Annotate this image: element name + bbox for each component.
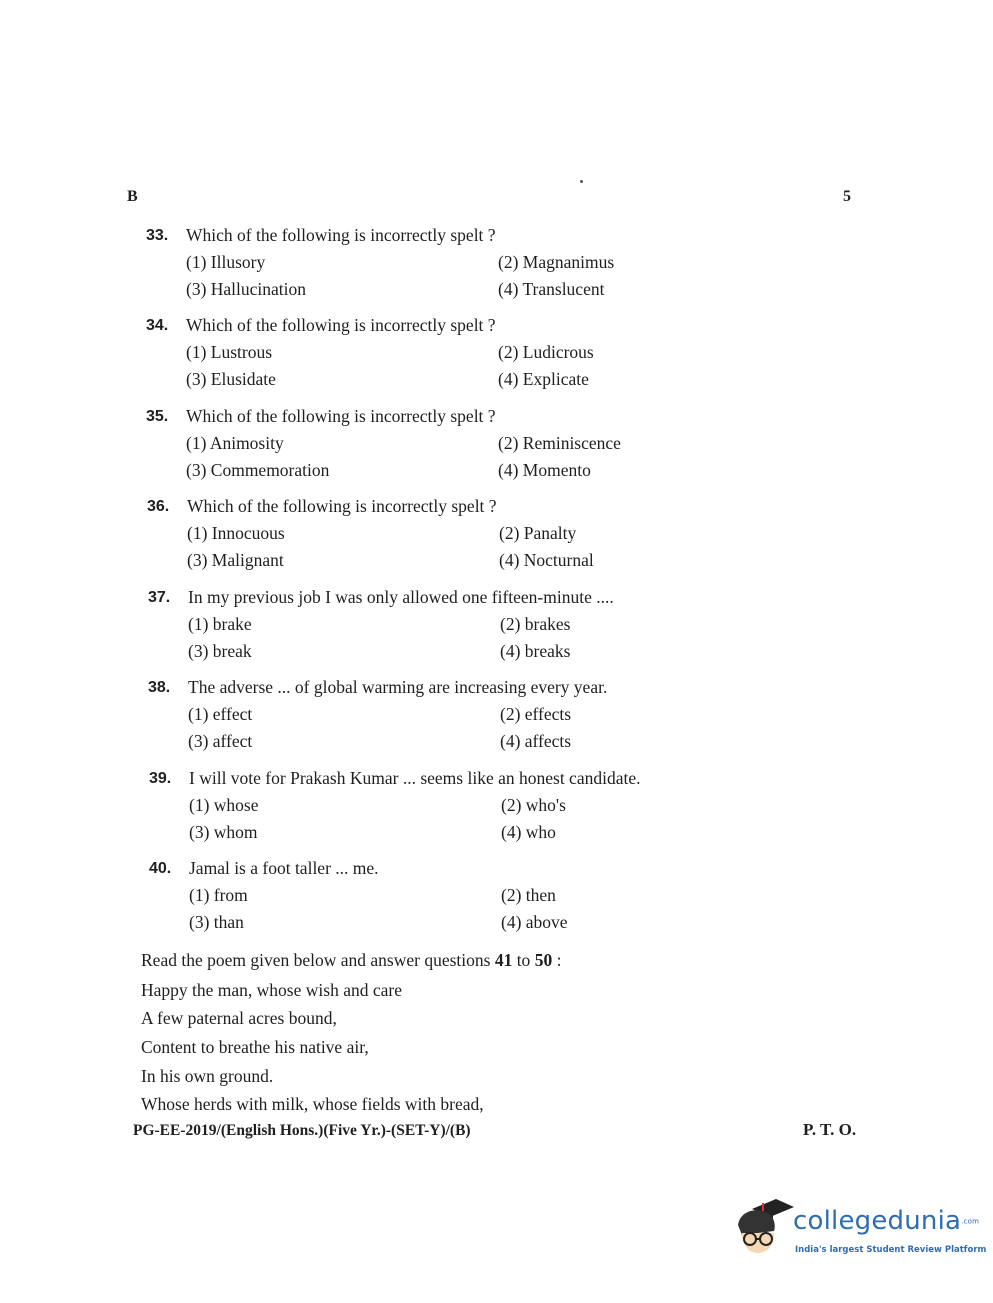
answer-option: (1) brake: [188, 614, 252, 634]
question-number: 38.: [148, 679, 171, 696]
question-number: 39.: [149, 770, 172, 787]
answer-option: (1) Innocuous: [187, 523, 285, 543]
poem-line: Whose herds with milk, whose fields with bread,: [141, 1094, 484, 1114]
logo-suffix: .com: [961, 1217, 980, 1226]
question-number: 33.: [146, 227, 169, 244]
answer-option: (3) Hallucination: [186, 279, 307, 299]
answer-option: (4) Explicate: [498, 369, 589, 389]
answer-option: (2) Ludicrous: [498, 342, 594, 362]
answer-option: (3) than: [189, 912, 244, 932]
poem-line: Happy the man, whose wish and care: [141, 980, 402, 1000]
answer-option: (3) break: [188, 641, 252, 661]
answer-option: (4) Momento: [498, 460, 591, 480]
instruction-middle: to: [512, 950, 535, 970]
question-number: 36.: [147, 498, 170, 515]
answer-option: (2) Panalty: [499, 523, 577, 543]
answer-option: (3) whom: [189, 822, 258, 842]
answer-option: (3) Elusidate: [186, 369, 276, 389]
question-text: Which of the following is incorrectly spelt ?: [186, 406, 496, 426]
answer-option: (1) from: [189, 885, 248, 905]
instruction-prefix: Read the poem given below and answer questions: [141, 950, 495, 970]
series-label: B: [127, 188, 138, 205]
poem-line: Content to breathe his native air,: [141, 1037, 369, 1057]
answer-option: (4) breaks: [500, 641, 571, 661]
question-text: The adverse ... of global warming are increasing every year.: [188, 677, 608, 697]
logo-wordmark: [793, 1206, 979, 1236]
instruction-from: 41: [494, 950, 513, 970]
question-text: Which of the following is incorrectly spelt ?: [187, 496, 497, 516]
scan-speck: [580, 180, 583, 183]
question-text: I will vote for Prakash Kumar ... seems like an honest candidate.: [189, 768, 641, 788]
answer-option: (3) Malignant: [187, 550, 284, 570]
question-text: Jamal is a foot taller ... me.: [189, 858, 379, 878]
answer-option: (1) whose: [189, 795, 259, 815]
instruction-to: 50: [534, 950, 553, 970]
question-number: 40.: [149, 860, 172, 877]
question-number: 35.: [146, 408, 169, 425]
mascot-icon: [734, 1195, 794, 1257]
answer-option: (4) above: [501, 912, 568, 932]
question-number: 34.: [146, 317, 169, 334]
logo-tagline: India's largest Student Review Platform: [795, 1245, 987, 1255]
answer-option: (1) Lustrous: [186, 342, 273, 362]
question-text: In my previous job I was only allowed one fifteen-minute ....: [188, 587, 614, 607]
answer-option: (4) Nocturnal: [499, 550, 594, 570]
answer-option: (1) Illusory: [186, 252, 266, 272]
answer-option: (4) affects: [500, 731, 572, 751]
answer-option: (2) who's: [501, 795, 566, 815]
answer-option: (2) brakes: [500, 614, 571, 634]
answer-option: (4) Translucent: [498, 279, 605, 299]
question-text: Which of the following is incorrectly spelt ?: [186, 315, 496, 335]
poem-line: In his own ground.: [141, 1066, 274, 1086]
logo-name: collegedunia: [793, 1206, 962, 1236]
poem-line: A few paternal acres bound,: [141, 1008, 337, 1028]
question-text: Which of the following is incorrectly spelt ?: [186, 225, 496, 245]
page-number: 5: [843, 188, 851, 205]
answer-option: (2) effects: [500, 704, 572, 724]
answer-option: (2) Reminiscence: [498, 433, 621, 453]
paper-code: PG-EE-2019/(English Hons.)(Five Yr.)-(SET-Y)/(B): [133, 1122, 471, 1139]
poem-instruction: [141, 950, 561, 971]
answer-option: (2) Magnanimus: [498, 252, 615, 272]
answer-option: (3) affect: [188, 731, 253, 751]
answer-option: (4) who: [501, 822, 556, 842]
pto-label: P. T. O.: [803, 1120, 857, 1139]
instruction-suffix: :: [552, 950, 562, 970]
answer-option: (1) effect: [188, 704, 253, 724]
answer-option: (3) Commemoration: [186, 460, 330, 480]
answer-option: (1) Animosity: [186, 433, 284, 453]
question-number: 37.: [148, 589, 171, 606]
answer-option: (2) then: [501, 885, 556, 905]
